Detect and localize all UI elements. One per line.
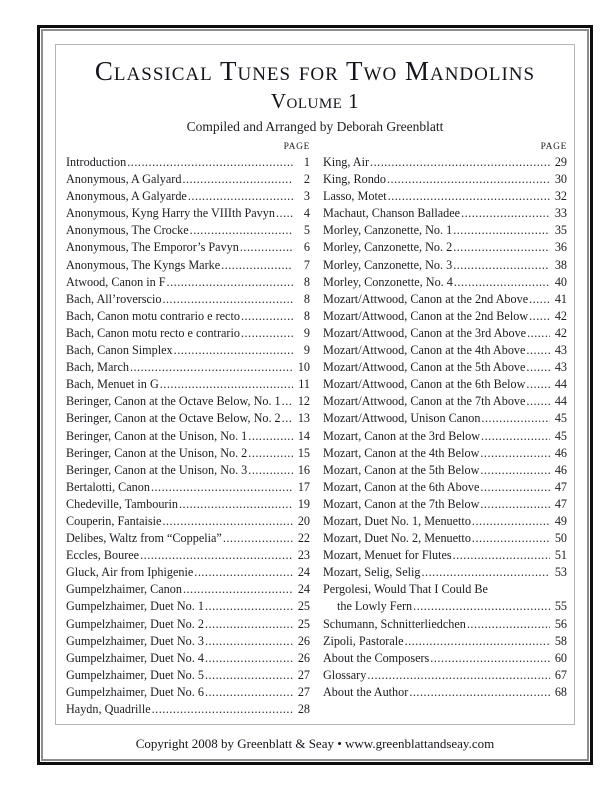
dot-leader — [241, 308, 293, 325]
toc-entry-page-number: 7 — [303, 257, 310, 272]
toc-entry-page-number: 43 — [554, 360, 567, 375]
dot-leader — [223, 530, 293, 547]
dot-leader — [248, 445, 293, 462]
dot-leader — [453, 257, 550, 274]
dot-leader — [480, 479, 550, 496]
toc-entry-title: Mozart/Attwood, Canon at the 6th Below — [323, 377, 526, 392]
dot-leader — [205, 598, 293, 615]
dot-leader — [422, 564, 551, 581]
toc-entry — [323, 393, 567, 410]
toc-entry — [66, 376, 310, 393]
dot-leader — [526, 393, 550, 410]
dot-leader — [481, 428, 550, 445]
toc-entry — [323, 308, 567, 325]
toc-entry — [323, 171, 567, 188]
toc-entry-page-number: 36 — [554, 240, 567, 255]
toc-left-column — [66, 142, 310, 718]
toc-entry-title: Anonymous, The Emporor’s Pavyn — [66, 240, 239, 255]
toc-entry-title: Introduction — [66, 155, 127, 169]
toc-entry-title: Bach, Canon motu recto e contrario — [66, 325, 240, 340]
toc-entry-title: Mozart, Duet No. 2, Menuetto — [323, 531, 471, 546]
toc-entries-left — [66, 154, 310, 718]
copyright-footer: Copyright 2008 by Greenblatt & Seay • www.greenblattandseay.com — [135, 736, 495, 751]
toc-entry-title: Mozart/Attwood, Unison Canon — [323, 411, 481, 426]
toc-entry-page-number: 44 — [554, 377, 567, 392]
toc-entry-title: Gumpelzhaimer, Duet No. 5 — [66, 667, 204, 682]
toc-entry-title: Eccles, Bouree — [66, 548, 140, 563]
toc-entry — [323, 564, 567, 581]
dot-leader — [387, 171, 550, 188]
toc-entry-page-number: 67 — [554, 667, 567, 682]
toc-entry-page-number: 33 — [554, 206, 567, 221]
dot-leader — [174, 342, 293, 359]
toc-entry — [66, 513, 310, 530]
toc-entry-title: Bach, March — [66, 360, 129, 375]
toc-entry-title: Anonymous, Kyng Harry the VIIIth Pavyn — [66, 206, 275, 221]
toc-entry-title: Glossary — [323, 667, 367, 682]
dot-leader — [205, 616, 293, 633]
toc-entry — [66, 564, 310, 581]
toc-entry-page-number: 38 — [554, 257, 567, 272]
dot-leader — [472, 513, 550, 530]
toc-entry-page-number: 43 — [554, 343, 567, 358]
dot-leader — [388, 188, 550, 205]
dot-leader — [453, 222, 550, 239]
toc-entry — [323, 205, 567, 222]
dot-leader — [205, 633, 293, 650]
toc-entry — [66, 633, 310, 650]
dot-leader — [472, 530, 550, 547]
toc-entries-right — [323, 154, 567, 701]
dot-leader — [282, 410, 293, 427]
toc-right-column — [323, 142, 567, 718]
toc-entry-title: Mozart/Attwood, Canon at the 2nd Above — [323, 291, 529, 306]
toc-entry-title: Beringer, Canon at the Unison, No. 3 — [66, 462, 248, 477]
dot-leader — [221, 257, 293, 274]
toc-entry — [66, 581, 310, 598]
toc-entry-page-number: 6 — [303, 240, 310, 255]
toc-entry-page-number: 5 — [303, 223, 310, 238]
dot-leader — [480, 462, 550, 479]
toc-entry-title: Haydn, Quadrille — [66, 702, 151, 716]
toc-entry — [66, 428, 310, 445]
toc-entry — [323, 410, 567, 427]
toc-entry — [323, 633, 567, 650]
toc-entry-page-number: 49 — [554, 513, 567, 528]
toc-entry — [66, 547, 310, 564]
page-column-header-right: PAGE — [540, 142, 567, 152]
toc-entry-title: Mozart/Attwood, Canon at the 5th Above — [323, 360, 526, 375]
dot-leader — [453, 547, 550, 564]
toc-entry — [66, 154, 310, 171]
dot-leader — [454, 274, 550, 291]
toc-entry-page-number: 58 — [554, 633, 567, 648]
toc-entry-page-number: 25 — [297, 616, 310, 631]
toc-entry — [66, 684, 310, 701]
toc-entry-page-number: 1 — [303, 155, 310, 169]
toc-entry-title: Bach, Canon motu contrario e recto — [66, 308, 240, 323]
toc-entry — [66, 274, 310, 291]
toc-entry-title: Morley, Canzonette, No. 2 — [323, 240, 453, 255]
toc-entry — [323, 530, 567, 547]
toc-entry — [66, 496, 310, 513]
toc-entry-page-number: 47 — [554, 479, 567, 494]
dot-leader — [526, 376, 550, 393]
toc-entry-title: Gumpelzhaimer, Duet No. 1 — [66, 599, 204, 614]
toc-entry-page-number: 8 — [303, 274, 310, 289]
toc-entry-title: Zipoli, Pastorale — [323, 633, 404, 648]
dot-leader — [480, 445, 550, 462]
toc-entry-title: Mozart, Canon at the 6th Above — [323, 479, 480, 494]
toc-entry-page-number: 17 — [297, 479, 310, 494]
toc-entry-page-number: 60 — [554, 650, 567, 665]
toc-entry-title: Morley, Canzonette, No. 1 — [323, 223, 453, 238]
dot-leader — [248, 428, 293, 445]
toc-entry-title: Bertalotti, Canon — [66, 479, 150, 494]
toc-entry-title: Mozart, Canon at the 3rd Below — [323, 428, 481, 443]
toc-entry-title: Anonymous, The Crocke — [66, 223, 189, 238]
dot-leader — [413, 598, 550, 615]
dot-leader — [405, 633, 550, 650]
toc-entry — [323, 291, 567, 308]
toc-entry — [323, 257, 567, 274]
toc-entry-page-number: 9 — [303, 325, 310, 340]
dot-leader — [461, 205, 550, 222]
toc-entry-title: Morley, Conzonette, No. 4 — [323, 274, 453, 289]
toc-entry-title: King, Rondo — [323, 172, 386, 187]
toc-entry-page-number: 27 — [297, 667, 310, 682]
dot-leader — [205, 650, 293, 667]
toc-entry-title: Bach, Canon Simplex — [66, 343, 173, 358]
toc-entry-title: Lasso, Motet — [323, 189, 387, 204]
toc-entry — [66, 616, 310, 633]
toc-entry — [323, 188, 567, 205]
toc-entry-title: Gumpelzhaimer, Duet No. 6 — [66, 684, 204, 699]
toc-entry — [66, 291, 310, 308]
dot-leader — [276, 205, 293, 222]
dot-leader — [481, 410, 550, 427]
toc-entry-title: Mozart/Attwood, Canon at the 7th Above — [323, 394, 526, 409]
dot-leader — [529, 308, 550, 325]
toc-entry-title: Chedeville, Tambourin — [66, 496, 178, 511]
dot-leader — [241, 325, 293, 342]
toc-entry-page-number: 45 — [554, 411, 567, 426]
toc-entry-page-number: 50 — [554, 531, 567, 546]
toc-entry-title: Beringer, Canon at the Octave Below, No. 2 — [66, 411, 281, 426]
toc-entry-page-number: 16 — [297, 462, 310, 477]
toc-entry-page-number: 40 — [554, 274, 567, 289]
toc-entry-title: Anonymous, A Galyard — [66, 172, 182, 187]
toc-entry-page-number: 45 — [554, 428, 567, 443]
toc-entry-page-number: 9 — [303, 343, 310, 358]
toc-entry — [323, 684, 567, 701]
dot-leader — [194, 564, 293, 581]
toc-entry — [323, 496, 567, 513]
toc-entry-title: Mozart, Duet No. 1, Menuetto — [323, 513, 471, 528]
dot-leader — [205, 667, 293, 684]
toc-entry-page-number: 42 — [554, 325, 567, 340]
toc-entry-title: Delibes, Waltz from “Coppelia” — [66, 531, 222, 546]
toc-entry-page-number: 4 — [303, 206, 310, 221]
dot-leader — [526, 342, 550, 359]
dot-leader — [190, 222, 293, 239]
toc-entry-page-number: 13 — [297, 411, 310, 426]
toc-entry-title: Mozart, Canon at the 4th Below — [323, 445, 480, 460]
dot-leader — [140, 547, 293, 564]
toc-entry-page-number: 11 — [298, 377, 310, 392]
dot-leader — [130, 359, 293, 376]
toc-entry — [66, 359, 310, 376]
toc-entry — [66, 239, 310, 256]
toc-entry-title: Mozart/Attwood, Canon at the 2nd Below — [323, 308, 529, 323]
dot-leader — [526, 359, 550, 376]
page-title: Classical Tunes for Two Mandolins — [94, 56, 536, 86]
toc-content-box — [55, 44, 575, 725]
toc-entry — [323, 581, 567, 598]
toc-entry-page-number: 28 — [297, 702, 310, 716]
toc-entry-title: the Lowly Fern — [337, 599, 413, 614]
toc-entry-page-number: 56 — [554, 616, 567, 631]
toc-entry-title: Beringer, Canon at the Octave Below, No. 1 — [66, 394, 281, 409]
dot-leader — [167, 274, 293, 291]
toc-entry — [323, 342, 567, 359]
toc-entry-title: Atwood, Canon in F — [66, 274, 166, 289]
toc-entry-title: Mozart/Attwood, Canon at the 4th Above — [323, 343, 526, 358]
toc-entry — [66, 308, 310, 325]
toc-entry-page-number: 22 — [297, 531, 310, 546]
dot-leader — [409, 684, 550, 701]
dot-leader — [240, 239, 293, 256]
toc-entry-page-number: 51 — [554, 548, 567, 563]
toc-entry-title: Beringer, Canon at the Unison, No. 1 — [66, 428, 248, 443]
toc-entry-title: Pergolesi, Would That I Could Be — [323, 582, 488, 597]
toc-entry — [323, 376, 567, 393]
dot-leader — [151, 479, 293, 496]
toc-entry — [66, 701, 310, 718]
compiler-credit: Compiled and Arranged by Deborah Greenblatt — [186, 119, 444, 134]
dot-leader — [467, 616, 550, 633]
toc-entry-page-number: 12 — [297, 394, 310, 409]
toc-entry-page-number: 24 — [297, 565, 310, 580]
toc-entry-title: Gumpelzhaimer, Canon — [66, 582, 182, 597]
toc-entry — [323, 325, 567, 342]
toc-entry-page-number: 15 — [297, 445, 310, 460]
toc-entry — [66, 171, 310, 188]
toc-entry-title: Gumpelzhaimer, Duet No. 3 — [66, 633, 204, 648]
toc-entry-title: Morley, Canzonette, No. 3 — [323, 257, 453, 272]
toc-entry-page-number: 42 — [554, 308, 567, 323]
toc-entry — [66, 393, 310, 410]
toc-entry — [323, 598, 567, 615]
dot-leader — [152, 701, 293, 718]
toc-entry-page-number: 68 — [554, 684, 567, 699]
page-outer-border — [37, 25, 593, 765]
dot-leader — [367, 667, 550, 684]
toc-entry-page-number: 2 — [303, 172, 310, 187]
toc-entry-page-number: 10 — [297, 360, 310, 375]
dot-leader — [480, 496, 550, 513]
toc-entry-title: Bach, All’roverscio — [66, 291, 162, 306]
dot-leader — [188, 188, 293, 205]
toc-entry — [323, 428, 567, 445]
toc-entry-title: Machaut, Chanson Balladee — [323, 206, 461, 221]
dot-leader — [179, 496, 293, 513]
toc-entry — [323, 274, 567, 291]
toc-entry — [323, 547, 567, 564]
toc-entry-page-number: 32 — [554, 189, 567, 204]
toc-entry-page-number: 46 — [554, 445, 567, 460]
toc-entry-page-number: 23 — [297, 548, 310, 563]
toc-entry-page-number: 41 — [554, 291, 567, 306]
toc-entry-page-number: 24 — [297, 582, 310, 597]
toc-entry-page-number: 53 — [554, 565, 567, 580]
toc-entry-page-number: 27 — [297, 684, 310, 699]
toc-entry-title: Mozart, Canon at the 5th Below — [323, 462, 480, 477]
toc-entry — [66, 205, 310, 222]
dot-leader — [127, 154, 293, 171]
dot-leader — [370, 154, 550, 171]
dot-leader — [162, 291, 293, 308]
toc-entry — [323, 667, 567, 684]
toc-entry — [66, 445, 310, 462]
toc-entry-page-number: 8 — [303, 308, 310, 323]
toc-entry-page-number: 3 — [303, 189, 310, 204]
toc-entry-title: Couperin, Fantaisie — [66, 513, 162, 528]
toc-entry — [323, 239, 567, 256]
dot-leader — [183, 581, 293, 598]
toc-entry — [323, 462, 567, 479]
toc-entry-page-number: 26 — [297, 650, 310, 665]
toc-entry-page-number: 30 — [554, 172, 567, 187]
toc-entry-page-number: 8 — [303, 291, 310, 306]
dot-leader — [527, 325, 550, 342]
toc-entry — [323, 154, 567, 171]
toc-entry — [323, 650, 567, 667]
toc-entry-title: Bach, Menuet in G — [66, 377, 159, 392]
dot-leader — [182, 171, 293, 188]
toc-entry-title: Schumann, Schnitterliedchen — [323, 616, 466, 631]
table-of-contents — [56, 142, 574, 718]
toc-entry — [323, 479, 567, 496]
page-inner-border — [41, 29, 589, 761]
toc-entry-page-number: 46 — [554, 462, 567, 477]
dot-leader — [248, 462, 293, 479]
toc-entry-title: About the Author — [323, 684, 409, 699]
toc-entry-title: Mozart, Canon at the 7th Below — [323, 496, 480, 511]
toc-entry — [66, 479, 310, 496]
toc-entry-title: Mozart, Selig, Selig — [323, 565, 421, 580]
toc-entry-title: Gluck, Air from Iphigenie — [66, 565, 194, 580]
toc-entry — [66, 410, 310, 427]
toc-entry-title: Mozart/Attwood, Canon at the 3rd Above — [323, 325, 527, 340]
toc-entry-title: Anonymous, The Kyngs Marke — [66, 257, 221, 272]
toc-entry — [66, 598, 310, 615]
toc-entry-title: About the Composers — [323, 650, 430, 665]
toc-entry — [323, 445, 567, 462]
toc-entry-title: Anonymous, A Galyarde — [66, 189, 187, 204]
toc-entry — [66, 222, 310, 239]
toc-entry — [66, 342, 310, 359]
toc-entry-page-number: 19 — [297, 496, 310, 511]
volume-subtitle: Volume 1 — [270, 89, 360, 113]
toc-entry — [323, 616, 567, 633]
toc-entry-page-number: 20 — [297, 513, 310, 528]
toc-entry-title: King, Air — [323, 155, 370, 169]
toc-entry-title: Beringer, Canon at the Unison, No. 2 — [66, 445, 248, 460]
toc-entry-page-number: 44 — [554, 394, 567, 409]
toc-entry — [323, 359, 567, 376]
dot-leader — [205, 684, 293, 701]
toc-entry — [323, 222, 567, 239]
toc-entry-page-number: 14 — [297, 428, 310, 443]
toc-entry-page-number: 25 — [297, 599, 310, 614]
toc-entry — [66, 530, 310, 547]
dot-leader — [160, 376, 293, 393]
document-header — [56, 55, 574, 135]
toc-entry — [66, 667, 310, 684]
dot-leader — [529, 291, 550, 308]
toc-entry — [66, 650, 310, 667]
toc-entry — [323, 513, 567, 530]
dot-leader — [162, 513, 293, 530]
toc-entry-page-number: 29 — [554, 155, 567, 169]
toc-entry — [66, 462, 310, 479]
toc-entry-page-number: 26 — [297, 633, 310, 648]
dot-leader — [453, 239, 550, 256]
toc-entry-title: Mozart, Menuet for Flutes — [323, 548, 452, 563]
toc-entry-title: Gumpelzhaimer, Duet No. 4 — [66, 650, 204, 665]
toc-entry-page-number: 47 — [554, 496, 567, 511]
toc-entry — [66, 188, 310, 205]
toc-entry — [66, 257, 310, 274]
page-column-header-left: PAGE — [283, 142, 310, 152]
toc-entry-title: Gumpelzhaimer, Duet No. 2 — [66, 616, 204, 631]
dot-leader — [282, 393, 293, 410]
toc-entry-page-number: 35 — [554, 223, 567, 238]
toc-entry-page-number: 55 — [554, 599, 567, 614]
toc-entry — [66, 325, 310, 342]
dot-leader — [430, 650, 550, 667]
